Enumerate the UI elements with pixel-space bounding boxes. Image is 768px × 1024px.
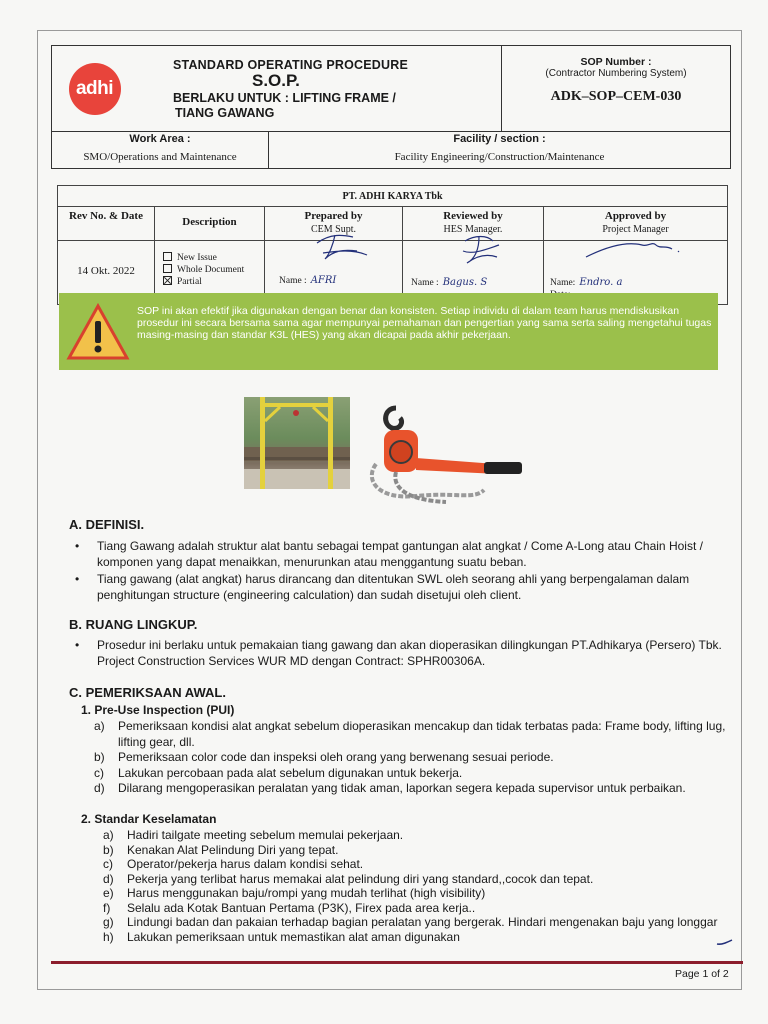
item-text: Pekerja yang terlibat harus memakai alat pelindung diri yang standard,,cocok dan tepat. — [127, 871, 594, 886]
warning-icon — [59, 293, 137, 370]
item-text: Lakukan pemeriksaan untuk memastikan alat aman digunakan — [127, 929, 460, 944]
item-text: Lakukan percobaan pada alat sebelum digunakan untuk bekerja. — [118, 765, 463, 780]
signature-prepared — [313, 229, 373, 265]
list-item — [103, 886, 723, 901]
item-text: Pemeriksaan color code dan inspeksi oleh orang yang berwenang sesuai periode. — [118, 750, 554, 764]
work-area-value: SMO/Operations and Maintenance — [83, 151, 237, 163]
name-label: Name : — [411, 278, 439, 288]
col-approved-sub: Project Manager — [602, 224, 669, 235]
company-name: PT. ADHI KARYA Tbk — [58, 186, 727, 207]
item-marker: h) — [103, 929, 114, 944]
work-area-row — [51, 131, 731, 169]
item-text: Harus menggunakan baju/rompi yang mudah terlihat (high visibility) — [127, 886, 486, 900]
col-rev-label: Rev No. & Date — [69, 210, 143, 222]
prepared-name: AFRI — [310, 275, 337, 286]
reviewed-name: Bagus. S — [442, 277, 488, 288]
prepared-name-field — [279, 275, 336, 286]
item-text: Kenakan Alat Pelindung Diri yang tepat. — [127, 842, 339, 857]
item-marker: b) — [103, 842, 114, 857]
approved-name: Endro. a — [579, 277, 623, 288]
section-b-title: B. RUANG LINGKUP. — [69, 617, 198, 632]
list-item — [103, 901, 723, 916]
subsection-c2-list — [103, 828, 723, 944]
item-marker: d) — [103, 871, 114, 886]
item-marker: c) — [94, 765, 104, 780]
logo-area — [52, 46, 137, 131]
list-item — [94, 750, 734, 766]
item-marker: e) — [103, 886, 114, 900]
list-item — [103, 930, 723, 945]
item-text: Operator/pekerja harus dalam kondisi sehat. — [127, 857, 364, 871]
title-line-2: S.O.P. — [252, 71, 300, 90]
chain-hoist-image — [356, 400, 526, 510]
option-new-issue[interactable] — [163, 252, 264, 264]
item-marker: g) — [103, 915, 114, 929]
section-a-list — [75, 538, 730, 604]
name-label: Name : — [279, 276, 307, 286]
sop-number-label: SOP Number : — [580, 56, 652, 68]
item-text: Lindungi badan dan pakaian terhadap bagian peralatan yang bergerak. Hindari mengenakan baju yang longgar — [127, 915, 718, 929]
name-label: Name: — [550, 278, 576, 288]
page-number: Page 1 of 2 — [675, 968, 729, 980]
subsection-c2-title: 2. Standar Keselamatan — [81, 812, 217, 826]
list-item — [103, 872, 723, 887]
facility-value: Facility Engineering/Construction/Maintenance — [394, 151, 605, 163]
adhi-logo: adhi — [69, 63, 121, 115]
list-item — [94, 781, 734, 797]
item-marker: f) — [103, 900, 111, 915]
rev-date: 14 Okt. 2022 — [58, 241, 155, 304]
subsection-c1-title: 1. Pre-Use Inspection (PUI) — [81, 703, 235, 717]
col-desc-label: Description — [182, 216, 237, 228]
warning-banner — [59, 293, 718, 370]
warning-text: SOP ini akan efektif jika digunakan dengan benar dan konsisten. Setiap individu di dalam team harus mendiskusikan prosedur ini secara bersama sama agar mempunyai pemahaman dan pengertian yang sama serta saling mengetahui tugas masing-masing dan standar K3L (HES) yang akan dicapai pada akhir pekerjaan. — [137, 305, 712, 341]
item-text: Dilarang mengoperasikan peralatan yang tidak aman, laporkan segera kepada supervisor untuk perbaikan. — [118, 781, 686, 795]
item-text: Selalu ada Kotak Bantuan Pertama (P3K), Firex pada area kerja.. — [127, 900, 476, 915]
col-rev — [58, 207, 155, 240]
checked-checkbox-icon — [163, 276, 172, 285]
lifting-frame-photo — [244, 397, 350, 489]
list-item — [103, 843, 723, 858]
approval-table — [57, 185, 728, 305]
item-marker: a) — [94, 719, 105, 733]
item-marker: b) — [94, 750, 105, 764]
footer-rule — [51, 961, 743, 964]
list-item — [103, 828, 723, 843]
section-c-title: C. PEMERIKSAAN AWAL. — [69, 685, 226, 700]
option-label: Whole Document — [177, 265, 245, 275]
sop-number-block — [501, 46, 730, 131]
reviewed-name-field — [411, 277, 487, 288]
section-a-title: A. DEFINISI. — [69, 517, 145, 532]
work-area-cell — [52, 131, 268, 168]
signature-approved — [582, 233, 682, 267]
list-item: • Prosedur ini berlaku untuk pemakaian tiang gawang dan akan dioperasikan dilingkungan PT.Adhikarya (Persero) Tbk. Project Construction Services WUR MD dengan Contract: SPHR00306A. — [75, 637, 730, 669]
work-area-label: Work Area : — [129, 133, 191, 145]
col-reviewed-label: Reviewed by — [443, 210, 503, 222]
sop-title-block — [137, 46, 501, 131]
title-line-4: TIANG GAWANG — [175, 106, 275, 120]
signature-reviewed — [457, 231, 505, 271]
checkbox-icon — [163, 252, 172, 261]
option-label: New Issue — [177, 253, 217, 263]
approved-name-field — [550, 277, 622, 288]
list-item — [103, 915, 723, 930]
checkbox-icon — [163, 264, 172, 273]
list-item — [94, 766, 734, 782]
facility-cell — [268, 131, 730, 168]
list-item — [94, 719, 734, 750]
section-b-list — [75, 637, 730, 670]
col-approved-label: Approved by — [604, 210, 667, 222]
col-prepared-sub: CEM Supt. — [310, 224, 356, 235]
item-text: Hadiri tailgate meeting sebelum memulai pekerjaan. — [127, 828, 404, 842]
title-line-3: BERLAKU UNTUK : LIFTING FRAME / — [173, 91, 396, 105]
subsection-c1-list — [94, 719, 734, 797]
item-marker: a) — [103, 828, 114, 842]
sop-number: ADK–SOP–CEM-030 — [550, 89, 682, 104]
option-label: Partial — [177, 277, 202, 287]
col-reviewed-sub: HES Manager. — [443, 224, 503, 235]
item-text: Pemeriksaan kondisi alat angkat sebelum dioperasikan mencakup dan tidak terbatas pada: Frame body, lifting lug, lifting gear, dll. — [118, 719, 726, 749]
title-line-1: STANDARD OPERATING PROCEDURE — [173, 58, 409, 72]
sop-header — [51, 45, 731, 132]
option-partial[interactable] — [163, 276, 264, 288]
list-item — [103, 857, 723, 872]
initial-mark — [716, 938, 734, 946]
col-desc — [155, 207, 265, 240]
item-marker: c) — [103, 857, 113, 871]
col-prepared-label: Prepared by — [304, 210, 363, 222]
list-item: • Tiang gawang (alat angkat) harus dirancang dan ditentukan SWL oleh seorang ahli yang berpengalaman dalam penghitungan structure (engineering calculation) dan sudah disetujui oleh client. — [75, 571, 730, 603]
facility-label: Facility / section : — [453, 133, 546, 145]
sop-number-sub: (Contractor Numbering System) — [545, 68, 687, 79]
option-whole-document[interactable] — [163, 264, 264, 276]
item-marker: d) — [94, 781, 105, 795]
list-item: • Tiang Gawang adalah struktur alat bantu sebagai tempat gantungan alat angkat / Come A-Long atau Chain Hoist / komponen yang dapat menaikkan, menurunkan atau menggantung suatu beban. — [75, 538, 730, 570]
